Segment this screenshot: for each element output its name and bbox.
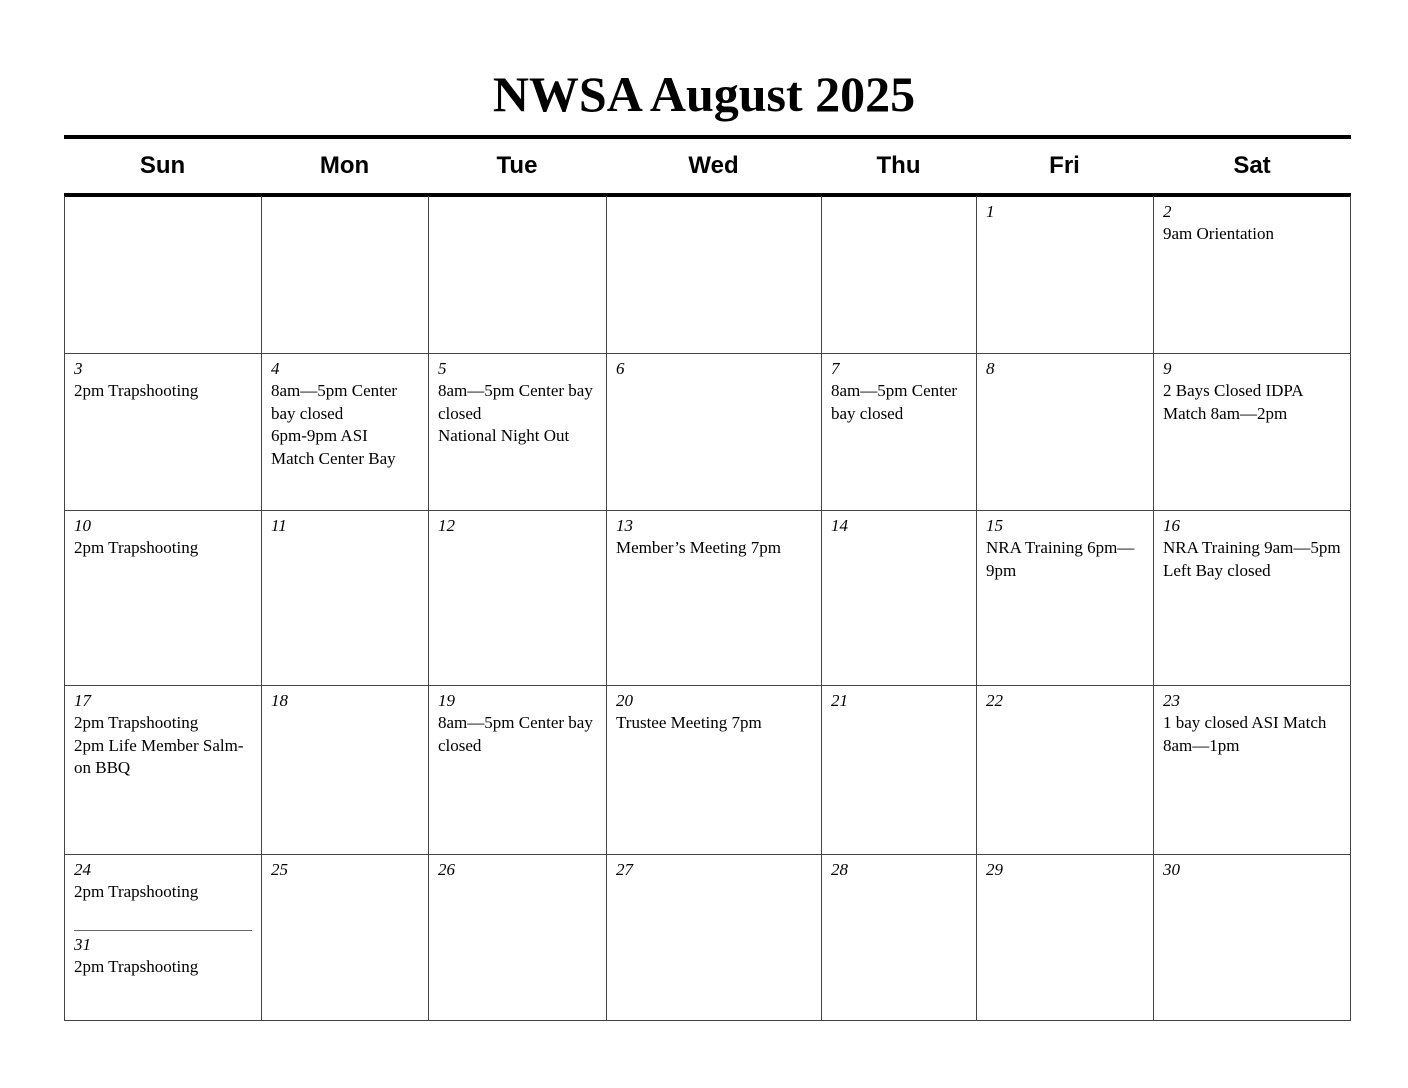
calendar-day-cell[interactable] [606,685,821,854]
event-text: 9am Orientation [1163,224,1274,243]
calendar-day-cell[interactable] [261,854,428,1021]
event-text: 1 bay closed ASI Match 8am—1pm [1163,713,1327,755]
calendar-day-cell[interactable] [606,854,821,1021]
calendar-day-cell[interactable] [64,685,261,854]
weekday-header-row [64,139,1351,193]
event-text: Member’s Meeting 7pm [616,538,781,557]
event-text: Trustee Meeting 7pm [616,713,762,732]
day-number: 10 [74,516,91,535]
calendar-day-cell[interactable] [261,353,428,510]
calendar-day-cell[interactable] [428,510,606,685]
day-number: 8 [986,359,995,378]
day-number: 20 [616,691,633,710]
shared-cell-divider [74,930,252,931]
event-text: 8am—5pm Center bay closed [438,381,593,423]
calendar-day-cell[interactable] [261,196,428,353]
weekday-header-thu: Thu [876,152,921,179]
event-text: 8am—5pm Center bay closed [438,713,593,755]
calendar-day-cell[interactable] [1153,196,1351,353]
calendar-day-cell[interactable] [976,353,1153,510]
event-text: 8am—5pm Center bay closed [271,381,398,423]
day-number: 31 [74,934,91,954]
event-text: 2pm Life Member Salm-on BBQ [74,735,244,778]
weekday-header-fri: Fri [1049,152,1080,179]
day-number: 17 [74,691,91,710]
calendar-day-cell[interactable] [606,196,821,353]
calendar-day-cell[interactable] [64,196,261,353]
calendar-day-cell[interactable] [976,854,1153,1021]
calendar-day-cell[interactable] [64,353,261,510]
calendar-day-cell[interactable] [64,854,261,1021]
day-number: 13 [616,516,633,535]
calendar-day-cell[interactable] [1153,854,1351,1021]
day-number: 19 [438,691,455,710]
calendar-day-cell[interactable] [428,854,606,1021]
calendar-day-cell[interactable] [821,854,976,1021]
calendar-day-cell[interactable] [821,510,976,685]
calendar-day-cell[interactable] [821,685,976,854]
calendar-day-cell[interactable] [606,510,821,685]
calendar-grid [64,196,1351,1021]
day-number: 12 [438,516,455,535]
calendar-day-cell[interactable] [976,196,1153,353]
event-text: 2pm Trapshooting [74,381,199,400]
day-number: 4 [271,359,280,378]
day-number: 27 [616,860,633,879]
day-number: 22 [986,691,1003,710]
calendar-title: NWSA August 2025 [492,66,916,122]
calendar-day-cell[interactable] [428,196,606,353]
day-number: 7 [831,359,840,378]
event-text: 2pm Trapshooting [74,956,199,976]
calendar-day-cell[interactable] [64,510,261,685]
event-text: 2pm Trapshooting [74,882,199,901]
calendar-day-cell[interactable] [821,353,976,510]
day-number: 14 [831,516,848,535]
calendar-day-cell[interactable] [606,353,821,510]
day-number: 28 [831,860,848,879]
weekday-header-wed: Wed [688,152,739,179]
day-number: 24 [74,860,91,879]
calendar-day-cell[interactable] [821,196,976,353]
day-number: 1 [986,202,995,221]
calendar-day-cell[interactable] [1153,685,1351,854]
weekday-header-sun: Sun [139,152,186,179]
calendar-day-cell[interactable] [261,685,428,854]
day-number: 21 [831,691,848,710]
calendar-day-cell[interactable] [976,685,1153,854]
day-number: 9 [1163,359,1172,378]
day-number: 30 [1163,860,1180,879]
event-text: 2 Bays Closed IDPA Match 8am—2pm [1163,381,1303,423]
day-number: 15 [986,516,1003,535]
weekday-header-sat: Sat [1233,152,1271,179]
calendar-day-cell[interactable] [1153,510,1351,685]
day-number: 25 [271,860,288,879]
day-number: 23 [1163,691,1180,710]
calendar-day-cell[interactable] [976,510,1153,685]
event-text: NRA Training 6pm—9pm [986,538,1135,580]
event-text: NRA Training 9am—5pm Left Bay closed [1163,538,1341,580]
calendar-day-cell[interactable] [261,510,428,685]
event-text: 6pm-9pm ASI Match Center Bay [271,426,396,468]
day-number: 5 [438,359,447,378]
calendar-day-cell[interactable] [1153,353,1351,510]
day-number: 26 [438,860,455,879]
calendar-day-cell[interactable] [428,685,606,854]
day-number: 2 [1163,202,1172,221]
day-number: 3 [74,359,83,378]
day-number: 16 [1163,516,1180,535]
event-text: National Night Out [438,426,570,446]
weekday-header-mon: Mon [319,152,370,179]
day-number: 18 [271,691,288,710]
weekday-header-tue: Tue [496,152,538,179]
event-text: 8am—5pm Center bay closed [831,381,958,423]
day-number: 11 [271,516,287,535]
calendar-day-cell[interactable] [428,353,606,510]
day-number: 6 [616,359,625,378]
event-text: 2pm Trapshooting [74,538,199,557]
day-number: 29 [986,860,1003,879]
event-text: 2pm Trapshooting [74,713,199,732]
